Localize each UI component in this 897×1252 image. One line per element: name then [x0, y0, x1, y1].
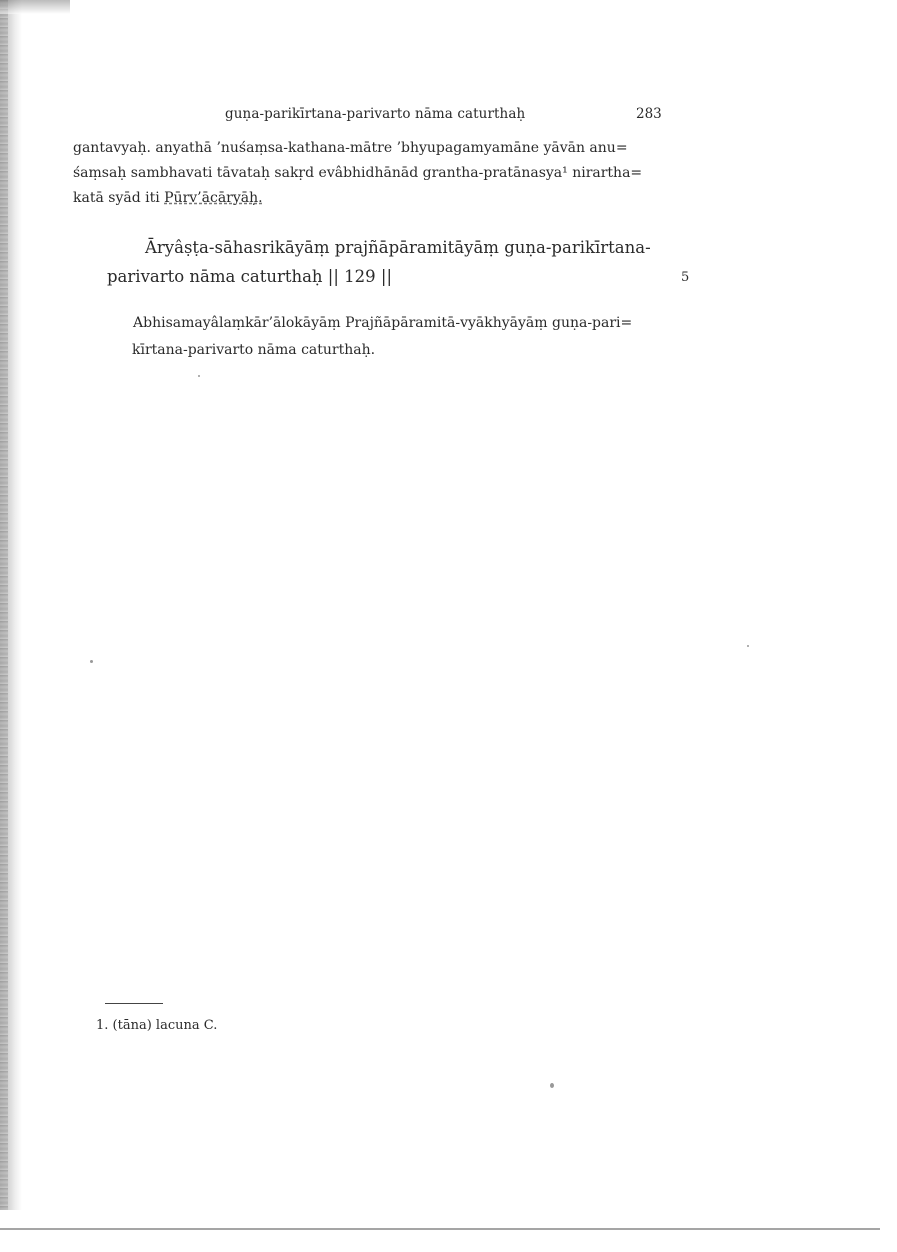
binding-edge-texture [0, 0, 8, 1210]
scan-bottom-edge [0, 1228, 880, 1230]
paragraph-line-1: gantavyaḥ. anyathā ’nuśaṃsa-kathana-mātre ’bhyupagamyamāne yāvān anu= [73, 140, 628, 156]
body-paragraph [73, 136, 683, 211]
running-head: guṇa-parikīrtana-parivarto nāma caturthaḥ [225, 106, 526, 122]
colophon-line-2: parivarto nāma caturthaḥ || 129 || [107, 267, 393, 286]
colophon-line-1: Āryâṣṭa-sāhasrikāyāṃ prajñāpāramitāyāṃ guṇa-parikīrtana- [145, 238, 651, 257]
scan-speck [747, 645, 749, 647]
footnote: 1. (tāna) lacuna C. [96, 1018, 218, 1033]
line-marker: 5 [681, 270, 690, 285]
chapter-title-line-1: Abhisamayâlaṃkār’ālokāyāṃ Prajñāpāramitā-vyākhyāyāṃ guṇa-pari= [133, 315, 633, 331]
chapter-title-line-2: kīrtana-parivarto nāma caturthaḥ. [132, 342, 376, 358]
colophon [107, 233, 651, 291]
paragraph-line-2: śaṃsaḥ sambhavati tāvataḥ sakṛd evâbhidhānād grantha-pratānasya¹ nirartha= [73, 165, 643, 181]
chapter-end-title [133, 310, 632, 364]
footnote-rule [105, 1003, 163, 1004]
page-number: 283 [636, 106, 662, 122]
scan-corner-shadow [0, 0, 70, 14]
underlined-author: Pūrv’ācāryāḥ. [164, 190, 263, 206]
paragraph-line-3-text: katā syād iti [73, 190, 165, 206]
scan-speck [90, 660, 93, 663]
paragraph-line-3 [73, 186, 683, 211]
scan-speck [198, 375, 200, 377]
scan-speck [550, 1083, 554, 1088]
